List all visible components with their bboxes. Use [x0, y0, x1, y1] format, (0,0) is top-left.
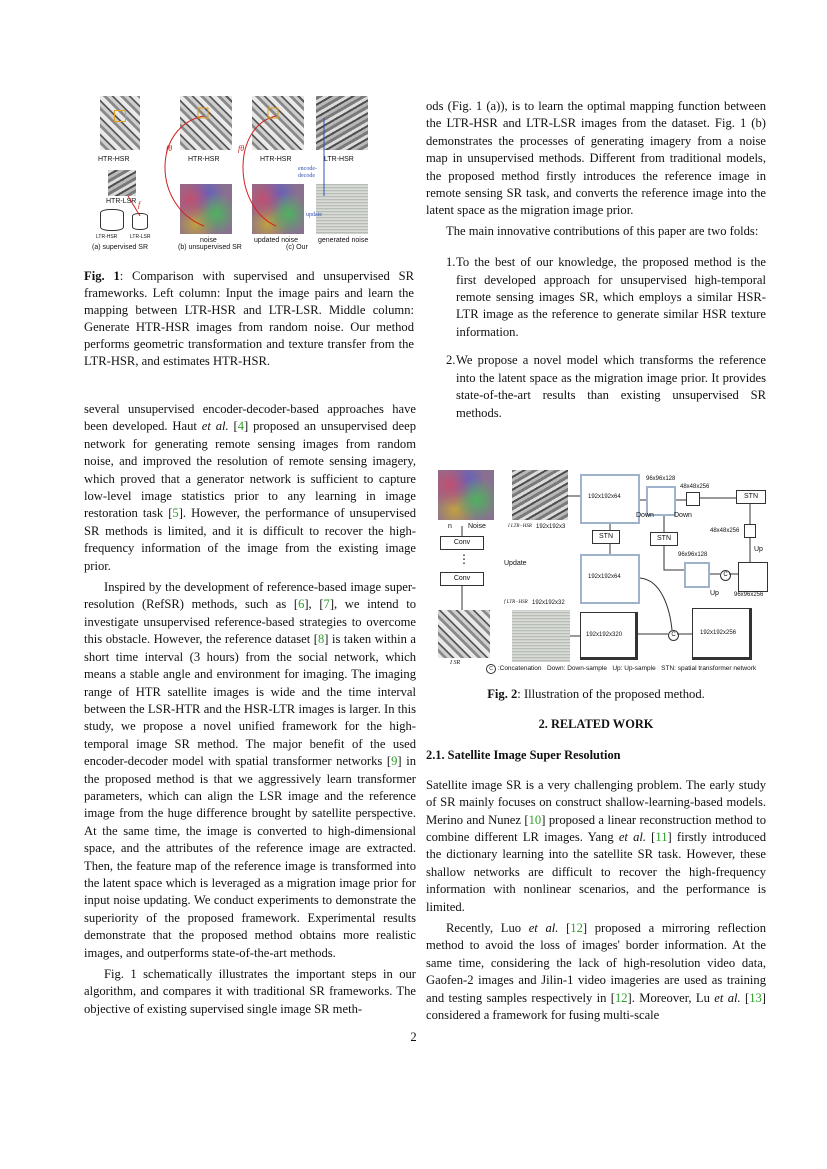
red-arrow-c — [243, 116, 276, 226]
text-italic: et al. — [201, 419, 229, 434]
fig1-caption-label: Fig. 1 — [84, 269, 120, 283]
citation-link[interactable]: 4 — [237, 419, 245, 434]
red-arrow-a — [128, 196, 140, 216]
text-span: Recently, Luo — [446, 921, 529, 936]
section-heading: 2. RELATED WORK — [538, 717, 654, 731]
right-body-top — [426, 98, 766, 422]
fig2-dim-192x192x320: 192x192x320 — [586, 632, 623, 638]
contribution-item-2 — [426, 352, 766, 422]
fig2-dim-96x96x256: 96x96x256 — [734, 592, 764, 598]
fig2-caption-text: : Illustration of the proposed method. — [517, 687, 705, 701]
fig2-dim-48x48x256-b: 48x48x256 — [710, 528, 740, 534]
fig2-arrows — [432, 470, 777, 670]
paragraph-r1: ods (Fig. 1 (a)), is to learn the optimal mapping function between the LTR-HSR and LTR-LSR images from the dataset. Fig. 1 (b) demonstrates the processes of generating imagery from a noise map in unsupervised methods. Different from traditional models, the proposed method firstly introduces the reference image in remote sensing SR task, and converts the reference image into the latent space as the migration image prior. — [426, 99, 766, 218]
fig2-dim-96x96x128-b: 96x96x128 — [678, 552, 708, 558]
citation-link[interactable]: 6 — [298, 597, 305, 612]
text-span: ] is taken within a short time interval (3 hours) from the social network, which means a stable angle and environment for imaging. The imaging range of HTR satellite images is wide and the time interval between the LSR-HTR and the HSR-LTR images is larger. In this study, we propose a novel unified framework for the high-temporal image SR method. The major benefit of the used encoder-decoder model with spatial transformer networks [ — [84, 632, 416, 769]
fig2-dim-192x192x256: 192x192x256 — [700, 630, 737, 636]
paragraph-r4 — [426, 920, 766, 1024]
fig2-label-up-2: Up — [710, 590, 719, 597]
concat-label: C — [489, 666, 493, 672]
fig2-dim-192x192x32: 192x192x32 — [532, 600, 565, 606]
fig1-label-ltr-lsr-db: LTR-LSR — [130, 234, 151, 240]
text-span: [ — [740, 990, 750, 1005]
text-span: ] in the proposed method is that we aggressively learn transformer parameters, which can align the LSR image and the reference image from the huge difference brought by satellite perspective. At the same time, the image is converted to high-dimensional space, and the attributes of the reference image are extracted. Then, the feature map of the reference image is transformed into the latent space which is leveraged as a migration image prior for input noise updating. We conduct experiments to demonstrate the superiority of the proposed framework. Experimental results demonstrate that the proposed method obtains more realistic images, and outperforms state-of-the-art methods. — [84, 754, 416, 960]
fig2-label-isr: I SR — [450, 660, 461, 666]
fig2-label-down-2: Down — [674, 512, 692, 519]
right-column-lower — [426, 686, 766, 1025]
stn-label: STN — [599, 533, 613, 540]
paragraph-r3 — [426, 777, 766, 916]
fig1-subcaption-b: (b) unsupervised SR — [178, 244, 242, 251]
figure-2 — [432, 470, 777, 680]
legend-concat: :Concatenation — [497, 665, 542, 672]
fig1-subcaption-c: (c) Our — [286, 244, 308, 251]
fig2-dim-192x192x3: 192x192x3 — [536, 524, 566, 530]
fig1-label-update: update — [306, 212, 322, 218]
fig1-label-ltr-hsr-c: LTR-HSR — [324, 156, 354, 163]
text-span: [ — [558, 921, 571, 936]
stn-label: STN — [744, 493, 758, 500]
citation-link[interactable]: 8 — [317, 632, 325, 647]
left-body — [84, 401, 416, 1018]
text-span: Inspired by the development of reference-based image super-resolution (RefSR) methods, such as [ — [84, 580, 416, 612]
fig1-label-ltr-hsr-db: LTR-HSR — [96, 234, 118, 240]
fig2-label-n: n — [448, 523, 452, 530]
stn-label: STN — [657, 535, 671, 542]
text-span: several unsupervised encoder-decoder-based approaches have been developed. Haut — [84, 402, 416, 434]
text-span: ], [ — [304, 597, 324, 612]
fig1-label-htr-hsr-c: HTR-HSR — [260, 156, 292, 163]
fig1-caption-text: : Comparison with supervised and unsupervised SR frameworks. Left column: Input the image pairs and learn the mapping between LTR-HSR and LTR-LSR. Middle column: Generate HTR-HSR images from random noise. Our method performs geometric transformation and texture transfer from the LTR-HSR, and estimates HTR-HSR. — [84, 269, 414, 368]
fig2-dots: ⋮ — [458, 552, 470, 566]
fig2-dim-192x192x64-b: 192x192x64 — [588, 574, 621, 580]
page-number: 2 — [410, 1030, 417, 1044]
fig2-caption-label: Fig. 2 — [487, 687, 518, 701]
fig2-label-iltr: I LTR−HSR — [508, 524, 532, 529]
list-text: To the best of our knowledge, the proposed method is the first developed approach for unsupervised high-temporal remote sensing images SR, which employs a similar HSR-LTR image as the reference to generate similar HSR texture information. — [456, 255, 766, 339]
citation-link[interactable]: 11 — [655, 830, 668, 845]
fig1-label-encode-decode: encode-decode — [298, 166, 317, 179]
legend-stn: STN: spatial transformer network — [661, 665, 757, 672]
fig1-subcaption-a: (a) supervised SR — [92, 244, 149, 251]
fig1-caption — [84, 268, 414, 370]
text-span: [ — [228, 419, 238, 434]
text-italic: et al. — [714, 990, 741, 1005]
conv-label: Conv — [453, 575, 471, 582]
fig1-label-noise: noise — [200, 237, 217, 244]
concat-label: C — [671, 632, 676, 638]
fig1-label-ftheta-c: fθ — [238, 144, 245, 153]
contribution-item-1 — [426, 254, 766, 341]
fig1-label-f-arrow: f — [138, 200, 141, 209]
figure-1 — [92, 96, 372, 256]
fig1-label-ftheta-b: fθ — [166, 144, 173, 153]
fig2-dim-192x192x64-a: 192x192x64 — [588, 494, 621, 500]
paragraph-3: Fig. 1 schematically illustrates the important steps in our algorithm, and compares it with traditional SR frameworks. The objective of existing supervised single image SR meth- — [84, 967, 416, 1016]
citation-link[interactable]: 5 — [172, 506, 179, 521]
legend-up: Up: Up-sample — [612, 665, 656, 672]
fig1-label-htr-hsr-b: HTR-HSR — [188, 156, 220, 163]
legend-down: Down: Down-sample — [546, 665, 607, 672]
text-italic: et al. — [528, 921, 559, 936]
fig2-label-update: Update — [504, 560, 527, 567]
fig2-label-noise: Noise — [468, 523, 486, 530]
text-span: ] firstly introduced the dictionary learning into the satellite SR task. However, these shallow networks are difficult to recover the high-frequency information with nonlinear scenarios, and the performance is limited. — [426, 830, 767, 914]
text-italic: et al. — [618, 830, 647, 845]
fig2-caption — [426, 686, 766, 703]
concat-label: C — [723, 572, 728, 578]
fig2-label-fltr: f LTR−HSR — [504, 600, 528, 605]
fig2-label-up-1: Up — [754, 546, 763, 553]
paragraph-1 — [84, 401, 416, 575]
red-arrow-b — [165, 116, 204, 226]
fig1-label-updated-noise: updated noise — [254, 237, 298, 244]
fig1-label-htr-hsr-a: HTR-HSR — [98, 156, 130, 163]
text-span: ] proposed an unsupervised deep network for generating remote sensing images from random noise, and improved the resolution of remote sensing imagery, which proved that a generator network is sufficient to capture low-level image statistics prior to any learning in image restoration task [ — [84, 419, 417, 521]
text-span: ]. Moreover, Lu — [627, 990, 715, 1005]
citation-link[interactable]: 10 — [528, 812, 542, 827]
list-text: We propose a novel model which transforms the reference into the latent space as the migration image prior. It provides state-of-the-art results than existing unsupervised SR methods. — [456, 353, 766, 420]
paragraph-r2: The main innovative contributions of this paper are two folds: — [446, 223, 759, 238]
fig2-dim-48x48x256-a: 48x48x256 — [680, 484, 710, 490]
citation-link[interactable]: 12 — [614, 990, 628, 1005]
text-span: [ — [646, 830, 656, 845]
text-span: ]. However, the performance of unsupervised SR methods is limited, and it is difficult to recover the high-frequency information of the image from the existing image prior. — [84, 506, 417, 573]
subsection-heading: 2.1. Satellite Image Super Resolution — [426, 748, 621, 763]
fig1-label-generated-noise: generated noise — [318, 237, 369, 244]
text-span: ] proposed a linear reconstruction method to combine different LR images. Yang — [426, 812, 767, 845]
text-span: ] considered a framework for fusing multi-scale — [426, 990, 766, 1023]
text-span: ] proposed a mirroring reflection method to avoid the loss of images' border information. At the same time, considering the lack of high-resolution video data, Gaofen-2 images and Jilin-1 video imageries are used as training and testing samples respectively in [ — [426, 921, 766, 1005]
citation-link[interactable]: 7 — [323, 597, 330, 612]
fig1-label-htr-lsr: HTR-LSR — [106, 198, 137, 205]
fig2-dim-96x96x128-a: 96x96x128 — [646, 476, 676, 482]
paragraph-2 — [84, 579, 416, 962]
list-number: 1. — [446, 255, 456, 270]
citation-link[interactable]: 12 — [570, 921, 583, 936]
citation-link[interactable]: 9 — [391, 754, 398, 769]
text-span: Satellite image SR is a very challenging problem. The early study of SR mainly focuses on construct shallow-learning-based models. Merino and Nunez [ — [426, 777, 766, 827]
list-number: 2. — [446, 353, 456, 368]
text-span: ], we intend to investigate unsupervised reference-based strategies to overcome this obstacle. However, the reference dataset [ — [84, 597, 417, 647]
conv-label: Conv — [453, 539, 471, 546]
fig2-label-down-1: Down — [636, 512, 654, 519]
fig1-arrows — [92, 96, 372, 256]
citation-link[interactable]: 13 — [749, 990, 762, 1005]
